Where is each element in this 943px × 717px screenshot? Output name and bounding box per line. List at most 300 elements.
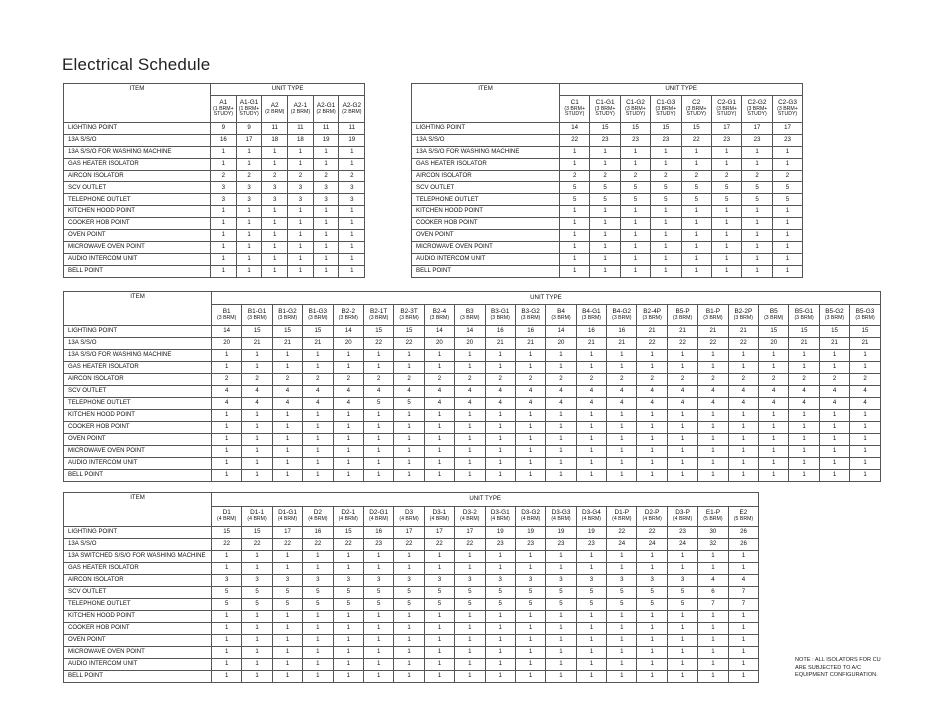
table-row xyxy=(64,539,759,551)
value-cell: 1 xyxy=(211,241,237,253)
unit-bedroom-label: (4 BRM) xyxy=(338,516,358,523)
value-cell: 2 xyxy=(212,374,242,386)
value-cell: 1 xyxy=(620,158,650,170)
value-cell: 1 xyxy=(485,623,515,635)
value-cell: 21 xyxy=(667,326,697,338)
table-row xyxy=(64,623,759,635)
value-cell: 1 xyxy=(242,623,272,635)
value-cell: 1 xyxy=(333,434,363,446)
unit-type-cell xyxy=(546,305,576,326)
value-cell: 2 xyxy=(620,170,650,182)
value-cell: 2 xyxy=(242,374,272,386)
item-label: AIRCON ISOLATOR xyxy=(64,170,211,182)
value-cell: 1 xyxy=(728,470,758,482)
value-cell: 1 xyxy=(607,563,637,575)
value-cell: 1 xyxy=(424,470,454,482)
unit-code: A2-1 xyxy=(293,101,308,109)
value-cell: 1 xyxy=(515,671,545,683)
unit-type-cell xyxy=(242,507,272,527)
value-cell: 1 xyxy=(515,470,545,482)
value-cell: 5 xyxy=(667,599,697,611)
value-cell: 5 xyxy=(272,599,302,611)
value-cell: 1 xyxy=(667,422,697,434)
value-cell: 1 xyxy=(394,458,424,470)
table-row xyxy=(64,170,365,182)
unit-bedroom-label: (3 BRM) xyxy=(764,314,784,321)
value-cell: 1 xyxy=(546,671,576,683)
unit-bedroom-label: (4 BRM) xyxy=(217,516,237,523)
unit-code: B5-G1 xyxy=(794,307,814,315)
value-cell: 1 xyxy=(272,659,302,671)
unit-type-cell xyxy=(485,305,515,326)
unit-bedroom-label: STUDY) xyxy=(777,111,798,118)
value-cell: 3 xyxy=(339,194,365,206)
value-cell: 1 xyxy=(242,446,272,458)
value-cell: 1 xyxy=(667,659,697,671)
unit-bedroom-label: (3 BRM) xyxy=(368,314,389,321)
value-cell: 21 xyxy=(728,326,758,338)
value-cell: 1 xyxy=(262,206,288,218)
unit-type-cell xyxy=(698,305,728,326)
value-cell: 1 xyxy=(303,611,333,623)
value-cell: 1 xyxy=(651,230,681,242)
unit-bedroom-label: (4 BRM) xyxy=(460,516,480,523)
value-cell: 2 xyxy=(394,374,424,386)
item-label: AUDIO INTERCOM UNIT xyxy=(412,253,560,265)
value-cell: 4 xyxy=(272,386,302,398)
value-cell: 1 xyxy=(728,659,759,671)
table-row xyxy=(64,158,365,170)
unit-bedroom-label: (3 BRM) xyxy=(733,314,753,321)
item-label: SCV OUTLET xyxy=(64,182,211,194)
unit-bedroom-label: (4 BRM) xyxy=(308,516,328,523)
value-cell: 1 xyxy=(698,422,728,434)
value-cell: 1 xyxy=(711,253,741,265)
value-cell: 1 xyxy=(272,362,302,374)
value-cell: 1 xyxy=(242,635,272,647)
value-cell: 1 xyxy=(637,470,667,482)
value-cell: 4 xyxy=(728,398,758,410)
unit-type-cell xyxy=(515,507,545,527)
value-cell: 1 xyxy=(681,253,711,265)
value-cell: 5 xyxy=(394,587,424,599)
value-cell: 1 xyxy=(576,551,606,563)
value-cell: 1 xyxy=(637,611,667,623)
value-cell: 3 xyxy=(242,575,272,587)
value-cell: 1 xyxy=(303,470,333,482)
value-cell: 1 xyxy=(236,146,262,158)
unit-code: D1-1 xyxy=(250,509,265,517)
value-cell: 1 xyxy=(455,446,485,458)
value-cell: 1 xyxy=(607,446,637,458)
value-cell: 1 xyxy=(242,563,272,575)
item-label: AIRCON ISOLATOR xyxy=(64,374,212,386)
unit-code: B1-G3 xyxy=(308,307,328,315)
value-cell: 1 xyxy=(394,611,424,623)
value-cell: 1 xyxy=(363,551,393,563)
value-cell: 5 xyxy=(681,182,711,194)
value-cell: 1 xyxy=(772,146,803,158)
unit-type-cell xyxy=(339,96,365,123)
value-cell: 1 xyxy=(819,362,849,374)
value-cell: 15 xyxy=(242,527,272,539)
value-cell: 1 xyxy=(759,434,789,446)
unit-bedroom-label: (4 BRM) xyxy=(429,516,450,523)
value-cell: 1 xyxy=(711,218,741,230)
value-cell: 1 xyxy=(272,635,302,647)
unit-type-cell xyxy=(546,507,576,527)
value-cell: 15 xyxy=(333,527,363,539)
value-cell: 1 xyxy=(339,218,365,230)
value-cell: 1 xyxy=(394,362,424,374)
value-cell: 1 xyxy=(728,563,759,575)
value-cell: 1 xyxy=(681,241,711,253)
value-cell: 1 xyxy=(515,635,545,647)
value-cell: 3 xyxy=(424,575,454,587)
value-cell: 1 xyxy=(363,446,393,458)
unit-type-cell xyxy=(698,507,728,527)
unit-code: B3-G2 xyxy=(521,307,540,315)
item-label: 13A S/S/O xyxy=(412,134,560,146)
item-label: GAS HEATER ISOLATOR xyxy=(64,563,212,575)
value-cell: 1 xyxy=(363,671,393,683)
unit-code: A1-G1 xyxy=(239,99,259,107)
value-cell: 1 xyxy=(333,422,363,434)
value-cell: 2 xyxy=(759,374,789,386)
value-cell: 1 xyxy=(667,611,697,623)
value-cell: 2 xyxy=(262,170,288,182)
value-cell: 1 xyxy=(560,253,590,265)
value-cell: 1 xyxy=(303,563,333,575)
value-cell: 1 xyxy=(546,470,576,482)
value-cell: 1 xyxy=(819,470,849,482)
unit-code: D1-P xyxy=(614,509,630,517)
value-cell: 2 xyxy=(637,374,667,386)
value-cell: 15 xyxy=(394,326,424,338)
value-cell: 1 xyxy=(728,551,759,563)
unit-bedroom-label: STUDY) xyxy=(716,111,737,118)
unit-bedroom-label: (3 BRM) xyxy=(855,314,875,321)
value-cell: 1 xyxy=(742,265,772,277)
table-row xyxy=(64,599,759,611)
item-label: OVEN POINT xyxy=(64,635,212,647)
value-cell: 5 xyxy=(363,587,393,599)
value-cell: 1 xyxy=(667,434,697,446)
value-cell: 5 xyxy=(455,599,485,611)
item-label: AUDIO INTERCOM UNIT xyxy=(64,253,211,265)
table-row xyxy=(64,410,881,422)
value-cell: 1 xyxy=(560,265,590,277)
value-cell: 1 xyxy=(576,350,606,362)
value-cell: 1 xyxy=(560,218,590,230)
value-cell: 1 xyxy=(333,362,363,374)
value-cell: 1 xyxy=(620,146,650,158)
value-cell: 17 xyxy=(394,527,424,539)
unit-type-cell xyxy=(711,96,741,123)
value-cell: 2 xyxy=(560,170,590,182)
schedule-table-b xyxy=(63,291,881,482)
value-cell: 1 xyxy=(212,659,242,671)
item-label: TELEPHONE OUTLET xyxy=(64,194,211,206)
value-cell: 1 xyxy=(637,623,667,635)
item-label: SCV OUTLET xyxy=(412,182,560,194)
value-cell: 1 xyxy=(236,158,262,170)
value-cell: 3 xyxy=(546,575,576,587)
value-cell: 1 xyxy=(363,659,393,671)
unit-type-cell xyxy=(212,305,242,326)
value-cell: 26 xyxy=(728,539,759,551)
unit-type-cell xyxy=(303,507,333,527)
unit-type-cell xyxy=(576,507,606,527)
value-cell: 22 xyxy=(455,539,485,551)
unit-type-cell xyxy=(363,507,393,527)
value-cell: 1 xyxy=(759,410,789,422)
value-cell: 1 xyxy=(590,146,620,158)
value-cell: 19 xyxy=(546,527,576,539)
unit-code: D1 xyxy=(222,509,231,517)
value-cell: 1 xyxy=(651,206,681,218)
value-cell: 19 xyxy=(339,134,365,146)
value-cell: 3 xyxy=(394,575,424,587)
unit-type-cell xyxy=(560,96,590,123)
table-row xyxy=(64,647,759,659)
value-cell: 30 xyxy=(698,527,728,539)
value-cell: 1 xyxy=(637,635,667,647)
value-cell: 1 xyxy=(576,611,606,623)
value-cell: 1 xyxy=(546,611,576,623)
value-cell: 2 xyxy=(850,374,881,386)
value-cell: 2 xyxy=(303,374,333,386)
item-label: OVEN POINT xyxy=(64,434,212,446)
value-cell: 17 xyxy=(236,134,262,146)
value-cell: 22 xyxy=(363,338,393,350)
value-cell: 1 xyxy=(667,671,697,683)
item-label: KITCHEN HOOD POINT xyxy=(64,410,212,422)
value-cell: 1 xyxy=(742,146,772,158)
value-cell: 1 xyxy=(363,470,393,482)
value-cell: 3 xyxy=(515,575,545,587)
value-cell: 5 xyxy=(363,599,393,611)
value-cell: 4 xyxy=(789,398,819,410)
table-row xyxy=(64,398,881,410)
value-cell: 1 xyxy=(303,659,333,671)
unit-type-cell xyxy=(789,305,819,326)
unit-code: B5-G2 xyxy=(825,307,844,315)
value-cell: 11 xyxy=(262,123,288,135)
value-cell: 21 xyxy=(850,338,881,350)
value-cell: 1 xyxy=(546,422,576,434)
value-cell: 1 xyxy=(546,659,576,671)
unit-code: D3-P xyxy=(675,509,690,517)
value-cell: 1 xyxy=(455,350,485,362)
value-cell: 1 xyxy=(742,230,772,242)
unit-bedroom-label: (3 BRM) xyxy=(794,314,814,321)
value-cell: 4 xyxy=(819,398,849,410)
value-cell: 1 xyxy=(607,458,637,470)
item-label: AIRCON ISOLATOR xyxy=(412,170,560,182)
value-cell: 1 xyxy=(288,265,314,277)
value-cell: 1 xyxy=(698,410,728,422)
unit-bedroom-label: STUDY) xyxy=(747,111,767,118)
unit-code: D3-G3 xyxy=(551,509,571,517)
unit-code: C2-G1 xyxy=(717,99,737,107)
value-cell: 1 xyxy=(211,218,237,230)
unit-bedroom-label: (3 BRM) xyxy=(277,314,298,321)
value-cell: 3 xyxy=(485,575,515,587)
table-row xyxy=(412,194,803,206)
unit-type-cell xyxy=(728,507,759,527)
value-cell: 4 xyxy=(850,386,881,398)
value-cell: 1 xyxy=(394,410,424,422)
unit-code: B2-1T xyxy=(369,307,388,315)
value-cell: 1 xyxy=(303,458,333,470)
table-row xyxy=(412,230,803,242)
value-cell: 5 xyxy=(212,587,242,599)
value-cell: 1 xyxy=(485,410,515,422)
value-cell: 1 xyxy=(236,218,262,230)
item-label: 13A S/S/O FOR WASHING MACHINE xyxy=(412,146,560,158)
unit-code: B1-G2 xyxy=(278,307,297,315)
value-cell: 1 xyxy=(681,218,711,230)
value-cell: 17 xyxy=(711,123,741,135)
value-cell: 1 xyxy=(455,623,485,635)
value-cell: 1 xyxy=(711,241,741,253)
value-cell: 5 xyxy=(651,182,681,194)
value-cell: 1 xyxy=(698,671,728,683)
schedule-table-a xyxy=(63,83,365,278)
value-cell: 1 xyxy=(313,241,339,253)
value-cell: 1 xyxy=(667,458,697,470)
value-cell: 1 xyxy=(363,563,393,575)
value-cell: 3 xyxy=(211,194,237,206)
value-cell: 3 xyxy=(455,575,485,587)
value-cell: 1 xyxy=(212,350,242,362)
value-cell: 15 xyxy=(819,326,849,338)
value-cell: 1 xyxy=(424,635,454,647)
table-row xyxy=(64,563,759,575)
value-cell: 2 xyxy=(424,374,454,386)
value-cell: 1 xyxy=(772,265,803,277)
unit-bedroom-label: (3 BRM+ xyxy=(746,105,768,112)
value-cell: 4 xyxy=(363,386,393,398)
value-cell: 1 xyxy=(560,206,590,218)
unit-code: B5 xyxy=(769,307,778,315)
item-label: AIRCON ISOLATOR xyxy=(64,575,212,587)
value-cell: 5 xyxy=(607,599,637,611)
value-cell: 1 xyxy=(819,422,849,434)
value-cell: 1 xyxy=(789,434,819,446)
value-cell: 1 xyxy=(272,458,302,470)
value-cell: 21 xyxy=(607,338,637,350)
unit-bedroom-label: (2 BRM) xyxy=(290,108,311,115)
value-cell: 5 xyxy=(424,587,454,599)
value-cell: 3 xyxy=(339,182,365,194)
value-cell: 3 xyxy=(576,575,606,587)
value-cell: 1 xyxy=(819,350,849,362)
unit-code: B4 xyxy=(557,307,565,315)
value-cell: 9 xyxy=(236,123,262,135)
unit-bedroom-label: STUDY) xyxy=(595,111,615,118)
value-cell: 1 xyxy=(363,611,393,623)
value-cell: 1 xyxy=(303,350,333,362)
value-cell: 1 xyxy=(339,158,365,170)
value-cell: 1 xyxy=(789,350,819,362)
value-cell: 1 xyxy=(303,647,333,659)
value-cell: 19 xyxy=(313,134,339,146)
value-cell: 1 xyxy=(424,611,454,623)
value-cell: 1 xyxy=(424,671,454,683)
value-cell: 1 xyxy=(424,422,454,434)
value-cell: 1 xyxy=(339,241,365,253)
value-cell: 1 xyxy=(242,458,272,470)
value-cell: 5 xyxy=(242,587,272,599)
value-cell: 1 xyxy=(242,659,272,671)
table-row xyxy=(412,218,803,230)
table-row xyxy=(64,206,365,218)
item-label: KITCHEN HOOD POINT xyxy=(64,611,212,623)
unit-code: A1 xyxy=(219,99,228,107)
value-cell: 5 xyxy=(333,587,363,599)
value-cell: 1 xyxy=(242,410,272,422)
value-cell: 1 xyxy=(424,563,454,575)
value-cell: 1 xyxy=(607,635,637,647)
value-cell: 1 xyxy=(742,253,772,265)
unit-code: B1-G1 xyxy=(247,307,267,315)
unit-code: D2 xyxy=(313,509,322,517)
item-label: SCV OUTLET xyxy=(64,587,212,599)
unit-bedroom-label: (3 BRM) xyxy=(460,314,480,321)
value-cell: 3 xyxy=(288,182,314,194)
value-cell: 3 xyxy=(313,182,339,194)
value-cell: 1 xyxy=(742,206,772,218)
value-cell: 1 xyxy=(262,158,288,170)
unit-type-cell xyxy=(333,507,363,527)
table-row xyxy=(64,671,759,683)
value-cell: 1 xyxy=(698,362,728,374)
value-cell: 3 xyxy=(303,575,333,587)
value-cell: 14 xyxy=(333,326,363,338)
unit-bedroom-label: (3 BRM) xyxy=(824,314,845,321)
value-cell: 1 xyxy=(394,647,424,659)
value-cell: 1 xyxy=(394,659,424,671)
value-cell: 1 xyxy=(363,362,393,374)
value-cell: 1 xyxy=(212,410,242,422)
value-cell: 1 xyxy=(242,362,272,374)
value-cell: 1 xyxy=(711,230,741,242)
unit-type-cell xyxy=(667,507,697,527)
value-cell: 1 xyxy=(590,253,620,265)
value-cell: 1 xyxy=(455,410,485,422)
value-cell: 1 xyxy=(236,253,262,265)
item-label: OVEN POINT xyxy=(412,230,560,242)
item-label: 13A S/S/O xyxy=(64,539,212,551)
unit-bedroom-label: (3 BRM+ xyxy=(594,105,616,112)
value-cell: 23 xyxy=(363,539,393,551)
unit-code: D2-G1 xyxy=(369,509,389,517)
unit-code: B5-P xyxy=(675,307,690,315)
unit-code: B4-G1 xyxy=(582,307,601,315)
value-cell: 16 xyxy=(303,527,333,539)
item-label: 13A S/S/O FOR WASHING MACHINE xyxy=(64,146,211,158)
value-cell: 1 xyxy=(313,253,339,265)
value-cell: 4 xyxy=(242,386,272,398)
value-cell: 5 xyxy=(212,599,242,611)
value-cell: 20 xyxy=(333,338,363,350)
unit-type-cell xyxy=(272,507,302,527)
value-cell: 1 xyxy=(485,647,515,659)
value-cell: 1 xyxy=(212,551,242,563)
value-cell: 5 xyxy=(576,587,606,599)
